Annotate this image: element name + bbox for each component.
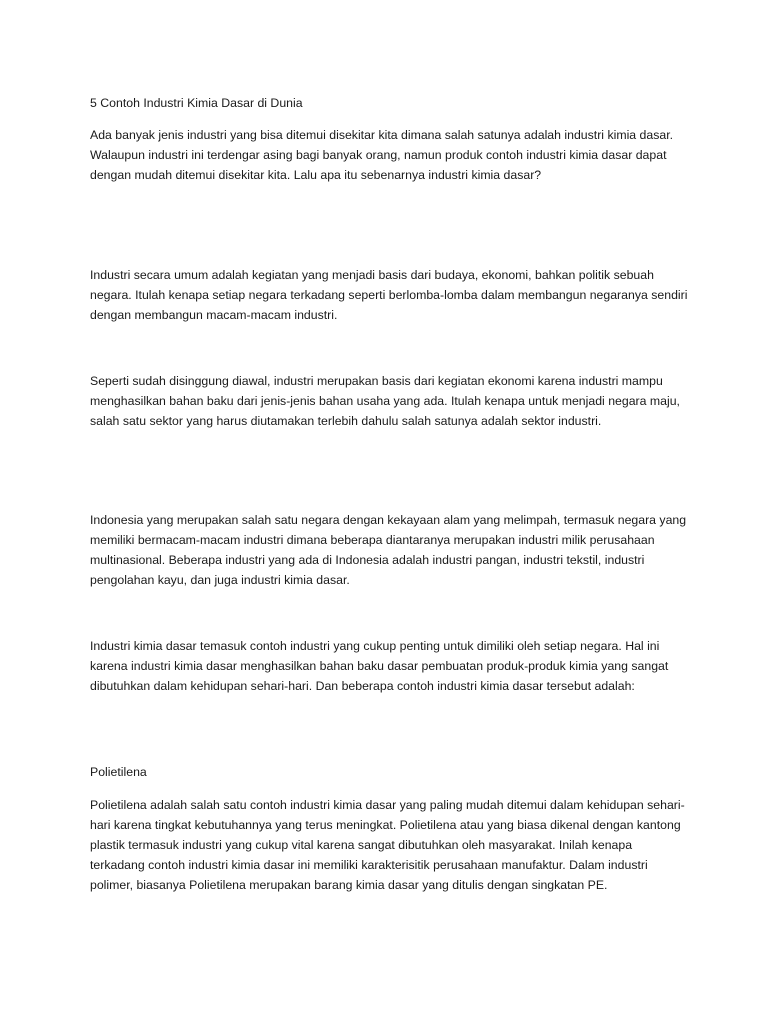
section-heading-polietilena: Polietilena [90,765,147,779]
paragraph-basis-ekonomi: Seperti sudah disinggung diawal, industri merupakan basis dari kegiatan ekonomi karena industri mampu menghasilkan bahan baku dari jenis-jenis bahan usaha yang ada. Itulah kenapa untuk menjadi negara maju, salah satu sektor yang harus diutamakan terlebih dahulu salah satunya adalah sektor industri. [90,374,680,428]
paragraph-intro: Ada banyak jenis industri yang bisa ditemui disekitar kita dimana salah satunya adalah industri kimia dasar. Walaupun industri ini terdengar asing bagi banyak orang, namun produk contoh industri kimia dasar dapat dengan mudah ditemui disekitar kita. Lalu apa itu sebenarnya industri kimia dasar? [90,128,674,182]
paragraph-polietilena: Polietilena adalah salah satu contoh industri kimia dasar yang paling mudah ditemui dalam kehidupan sehari-hari karena tingkat kebutuhannya yang terus meningkat. Polietilena atau yang biasa dikenal dengan kantong plastik termasuk industri yang cukup vital karena sangat dibutuhkan oleh masyarakat. Inilah kenapa terkadang contoh industri kimia dasar ini memiliki karakterisitik perusahaan manufaktur. Dalam industri polimer, biasanya Polietilena merupakan barang kimia dasar yang ditulis dengan singkatan PE. [90,798,685,892]
paragraph-kimia-dasar: Industri kimia dasar temasuk contoh industri yang cukup penting untuk dimiliki oleh setiap negara. Hal ini karena industri kimia dasar menghasilkan bahan baku dasar pembuatan produk-produk kimia yang sangat dibutuhkan dalam kehidupan sehari-hari. Dan beberapa contoh industri kimia dasar tersebut adalah: [90,639,669,693]
paragraph-industri-umum: Industri secara umum adalah kegiatan yang menjadi basis dari budaya, ekonomi, bahkan politik sebuah negara. Itulah kenapa setiap negara terkadang seperti berlomba-lomba dalam membangun negaranya sendiri dengan membangun macam-macam industri. [90,268,688,322]
paragraph-indonesia: Indonesia yang merupakan salah satu negara dengan kekayaan alam yang melimpah, termasuk negara yang memiliki bermacam-macam industri dimana beberapa diantaranya merupakan industri milik perusahaan multinasional. Beberapa industri yang ada di Indonesia adalah industri pangan, industri tekstil, industri pengolahan kayu, dan juga industri kimia dasar. [90,513,687,587]
document-title: 5 Contoh Industri Kimia Dasar di Dunia [90,96,303,110]
